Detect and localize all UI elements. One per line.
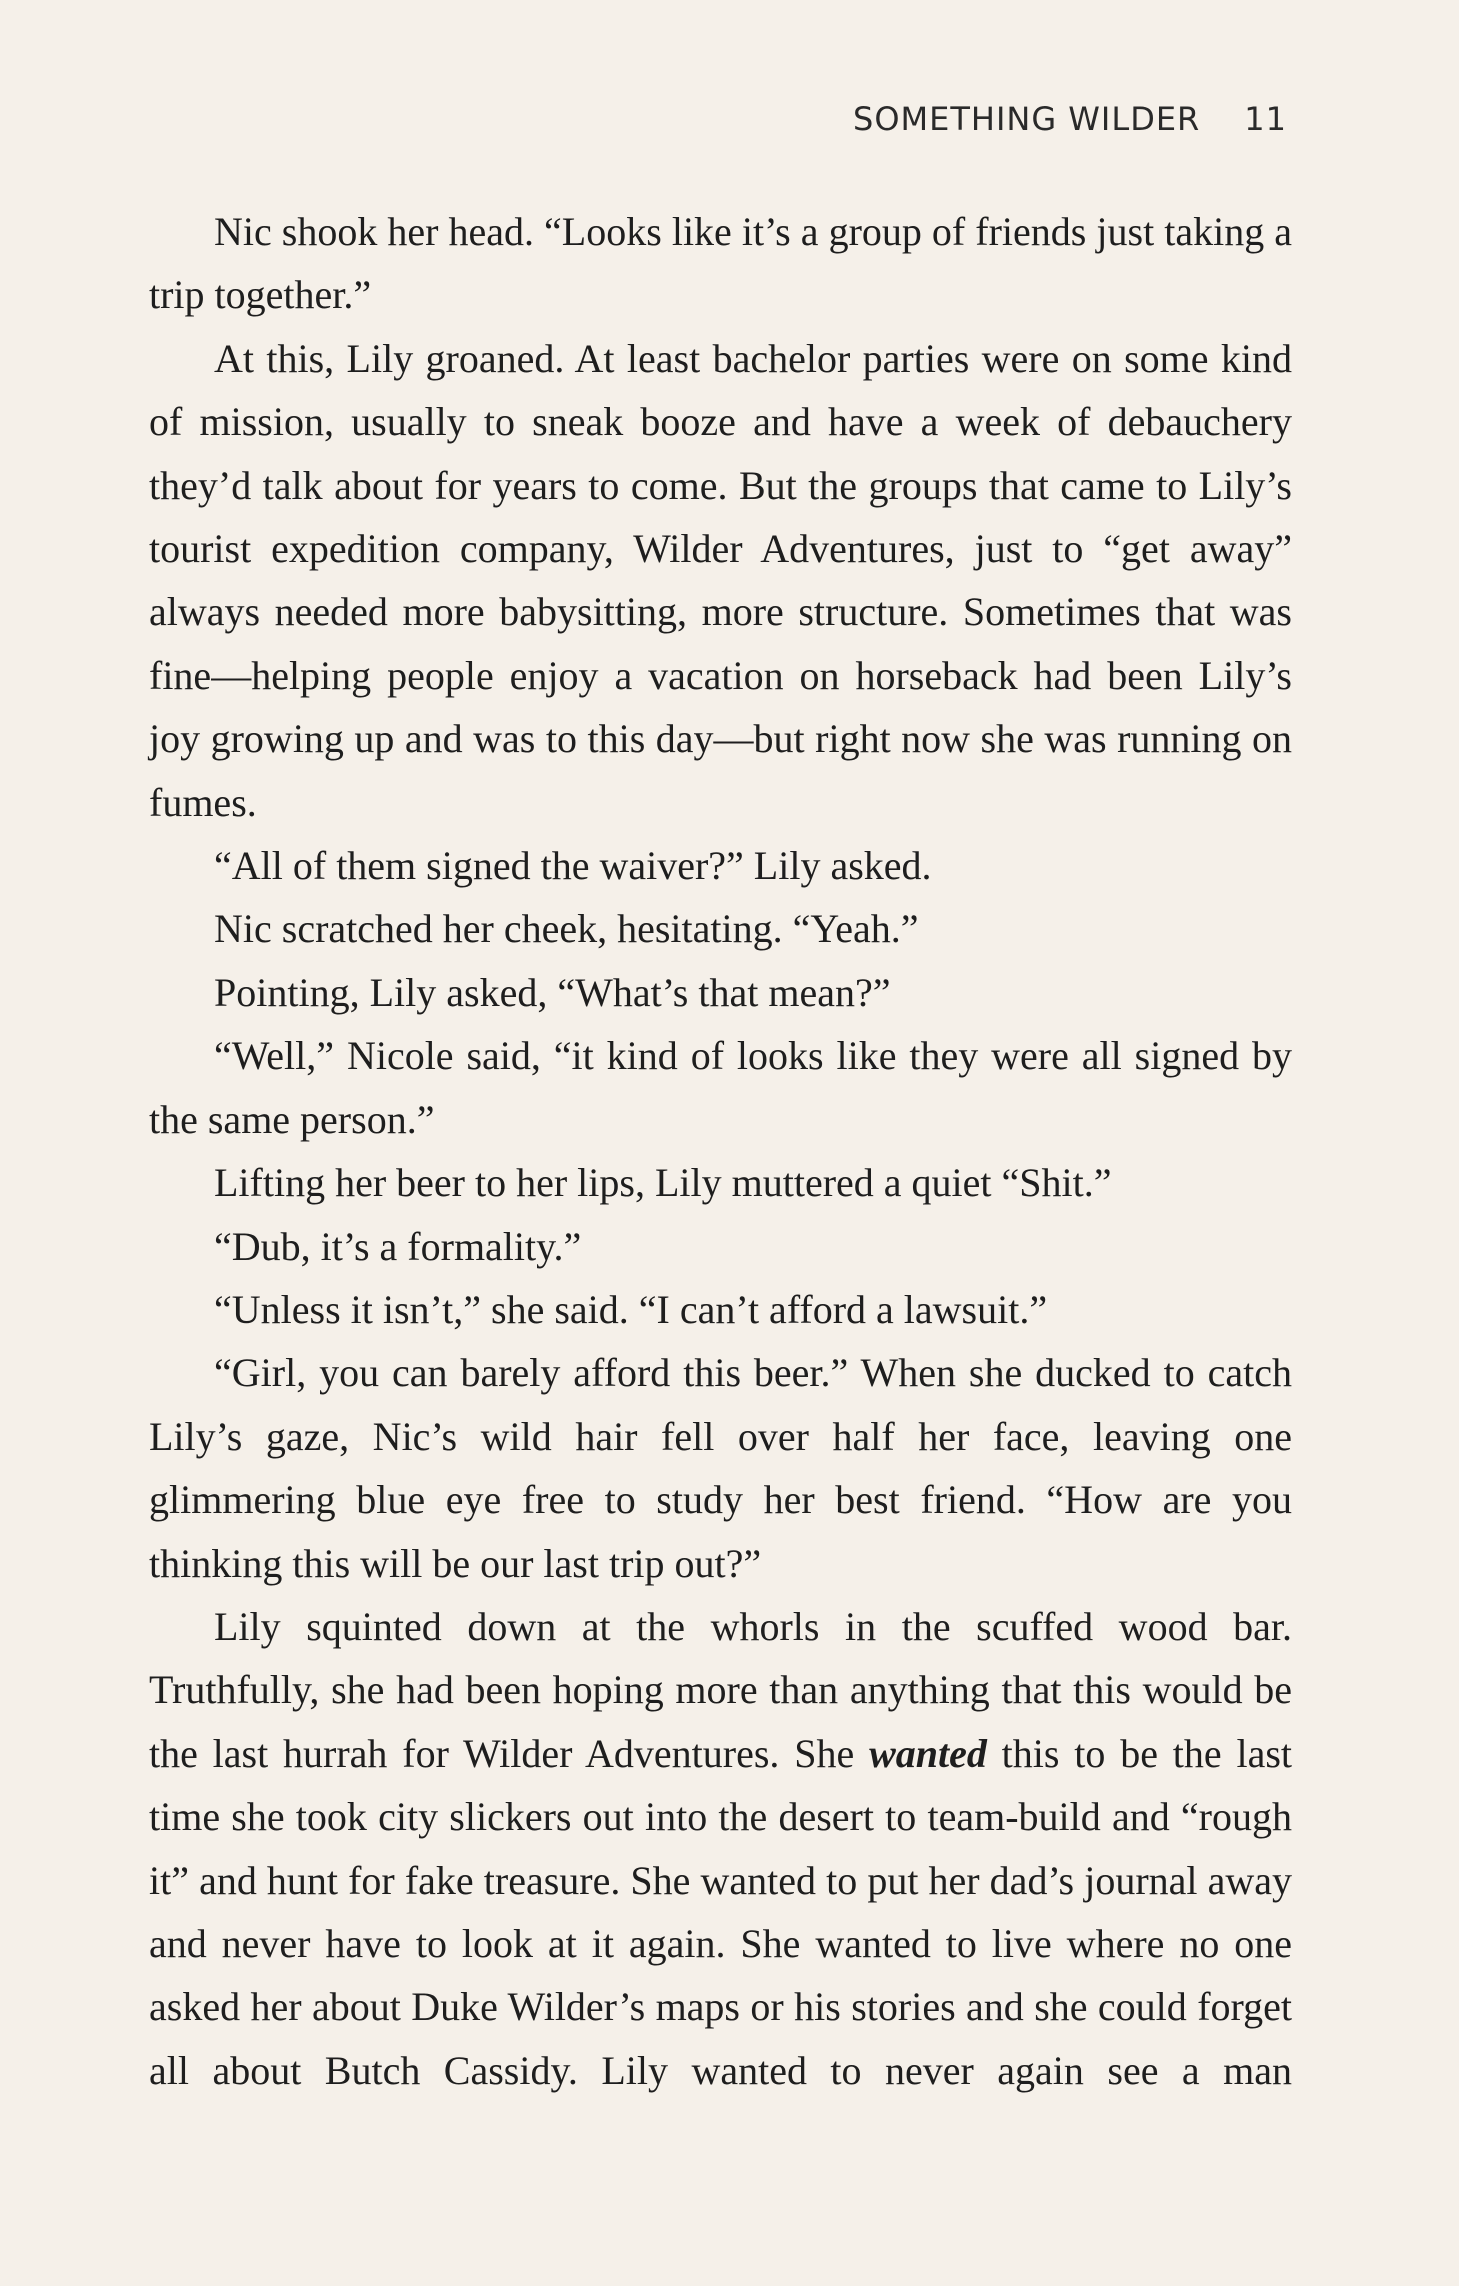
paragraph: Nic shook her head. “Looks like it’s a group of friends just taking a trip together.” [149,209,1292,318]
paragraph: “All of them signed the waiver?” Lily asked. [214,843,932,889]
running-head [853,100,1287,138]
paragraph: At this, Lily groaned. At least bachelor parties were on some kind of mission, usually to sneak booze and have a week of debauchery they’d talk about for years to come. But the groups that came to Lily’s tourist expedition company, Wilder Adventures, just to “get away” always needed more babysitting, more structure. Sometimes that was fine—helping people enjoy a vacation on horseback had been Lily’s joy growing up and was to this day—but right now she was running on fumes. [149,335,1292,825]
paragraph: Nic scratched her cheek, hesitating. “Yeah.” [214,906,919,952]
body-text [149,200,1292,2102]
emphasized-word: wanted [869,1730,987,1776]
paragraph: Lifting her beer to her lips, Lily muttered a quiet “Shit.” [214,1160,1112,1206]
paragraph [149,1595,1292,2102]
paragraph-text-before: Lily squinted down at the whorls in the scuffed wood bar. Truthfully, she had been hoping more than anything that this would be the last hurrah for Wilder Adventures. She [149,1603,1292,1776]
page-number: 11 [1244,100,1287,138]
paragraph: “Well,” Nicole said, “it kind of looks like they were all signed by the same person.” [149,1033,1292,1142]
paragraph: “Girl, you can barely afford this beer.” When she ducked to catch Lily’s gaze, Nic’s wild hair fell over half her face, leaving one glimmering blue eye free to study her best friend. “How are you thinking this will be our last trip out?” [149,1350,1292,1586]
paragraph: Pointing, Lily asked, “What’s that mean?” [214,969,891,1015]
paragraph: “Unless it isn’t,” she said. “I can’t afford a lawsuit.” [214,1286,1048,1332]
book-title: SOMETHING WILDER [853,100,1201,138]
paragraph: “Dub, it’s a formality.” [214,1223,582,1269]
paragraph-text-after: this to be the last time she took city slickers out into the desert to team-build and “rough it” and hunt for fake treasure. She wanted to put her dad’s journal away and never have to look at it again. She wanted to live where no one asked her about Duke Wilder’s maps or his stories and she could forget all about Butch Cassidy. Lily wanted to never again see a man [149,1730,1292,2093]
